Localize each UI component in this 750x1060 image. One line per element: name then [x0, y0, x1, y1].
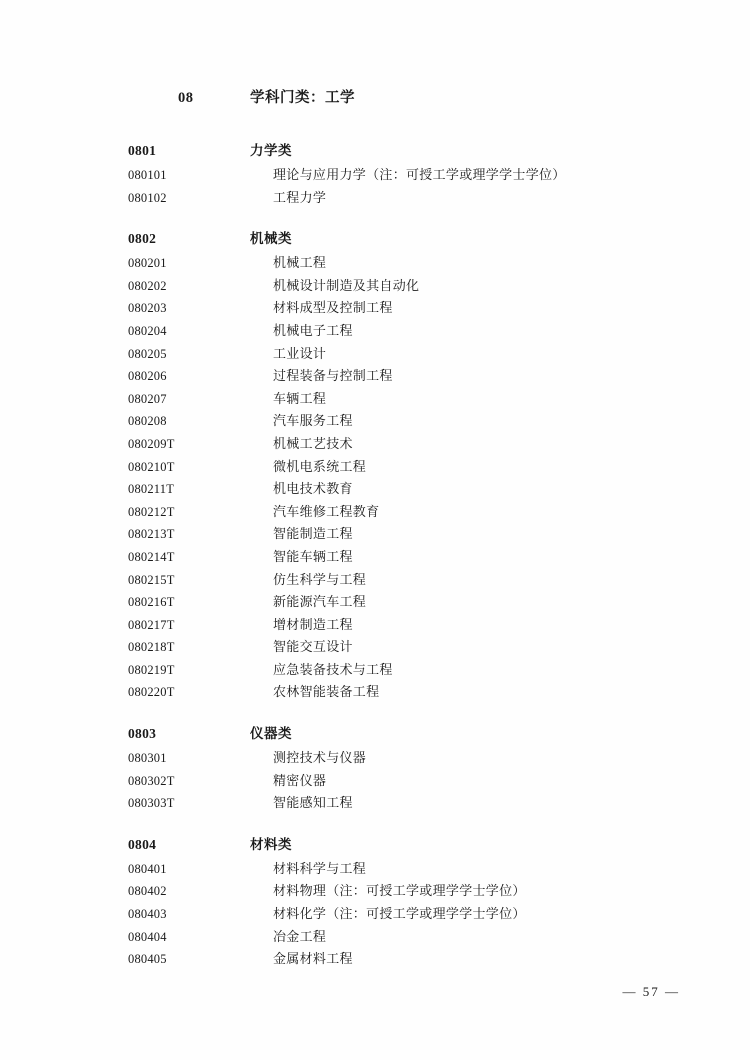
- major-name: 机械设计制造及其自动化: [273, 277, 420, 293]
- major-name: 材料科学与工程: [273, 860, 367, 876]
- major-row: [128, 343, 628, 366]
- major-code: 080209T: [128, 436, 175, 451]
- category-code: 0801: [128, 143, 157, 158]
- page-content: [128, 86, 628, 989]
- major-name: 增材制造工程: [273, 616, 353, 632]
- major-row: [128, 636, 628, 659]
- category-block: [128, 139, 628, 209]
- major-row: [128, 659, 628, 682]
- category-name: 仪器类: [250, 726, 292, 742]
- major-name: 汽车服务工程: [273, 413, 353, 429]
- major-code: 080403: [128, 907, 167, 922]
- major-row: [128, 681, 628, 704]
- major-code: 080214T: [128, 549, 175, 564]
- major-row: [128, 792, 628, 815]
- major-name: 材料化学（注：可授工学或理学学士学位）: [273, 906, 526, 922]
- major-name: 材料物理（注：可授工学或理学学士学位）: [273, 883, 526, 899]
- category-row: [128, 139, 628, 159]
- major-code: 080404: [128, 929, 167, 944]
- major-name: 智能车辆工程: [273, 548, 353, 564]
- major-code: 080207: [128, 391, 167, 406]
- major-name: 应急装备技术与工程: [273, 661, 393, 677]
- major-name: 材料成型及控制工程: [273, 300, 393, 316]
- major-code: 080205: [128, 346, 167, 361]
- major-row: [128, 747, 628, 770]
- major-name: 精密仪器: [273, 772, 327, 788]
- major-code: 080301: [128, 751, 167, 766]
- major-row: [128, 948, 628, 971]
- major-name: 工程力学: [273, 189, 327, 205]
- major-name: 仿生科学与工程: [273, 571, 367, 587]
- major-row: [128, 478, 628, 501]
- major-code: 080405: [128, 952, 167, 967]
- major-row: [128, 903, 628, 926]
- major-row: [128, 433, 628, 456]
- major-code: 080206: [128, 369, 167, 384]
- page-number: — 57 —: [622, 984, 680, 999]
- major-name: 农林智能装备工程: [273, 684, 380, 700]
- discipline-header: [128, 86, 628, 107]
- major-code: 080203: [128, 301, 167, 316]
- major-name: 机械电子工程: [273, 322, 353, 338]
- major-code: 080215T: [128, 572, 175, 587]
- major-code: 080211T: [128, 482, 175, 497]
- major-code: 080204: [128, 323, 167, 338]
- major-row: [128, 569, 628, 592]
- category-code: 0802: [128, 231, 157, 247]
- category-code: 0803: [128, 726, 157, 742]
- category-row: [128, 227, 628, 247]
- major-row: [128, 614, 628, 637]
- major-name: 智能交互设计: [273, 639, 353, 655]
- major-row: [128, 187, 628, 210]
- category-list: [128, 139, 628, 971]
- category-block: [128, 227, 628, 704]
- major-code: 080303T: [128, 796, 175, 811]
- category-row: [128, 833, 628, 853]
- major-name: 工业设计: [273, 345, 327, 361]
- major-row: [128, 275, 628, 298]
- major-code: 080101: [128, 168, 167, 182]
- major-name: 机械工程: [273, 255, 327, 271]
- major-code: 080201: [128, 256, 167, 271]
- major-name: 机电技术教育: [273, 481, 353, 497]
- major-code: 080212T: [128, 504, 175, 519]
- major-row: [128, 546, 628, 569]
- major-row: [128, 164, 628, 187]
- major-row: [128, 880, 628, 903]
- major-code: 080216T: [128, 595, 175, 610]
- major-row: [128, 456, 628, 479]
- major-code: 080302T: [128, 773, 175, 788]
- major-code: 080219T: [128, 662, 175, 677]
- major-name: 微机电系统工程: [273, 458, 367, 474]
- major-code: 080213T: [128, 527, 175, 542]
- category-block: [128, 722, 628, 815]
- discipline-title: 学科门类：工学: [250, 90, 355, 106]
- major-row: [128, 252, 628, 275]
- major-row: [128, 410, 628, 433]
- major-code: 080401: [128, 861, 167, 876]
- major-code: 080208: [128, 414, 167, 429]
- category-name: 机械类: [250, 231, 292, 247]
- major-code: 080402: [128, 884, 167, 899]
- major-row: [128, 365, 628, 388]
- major-row: [128, 523, 628, 546]
- major-name: 机械工艺技术: [273, 435, 353, 451]
- major-code: 080220T: [128, 685, 175, 700]
- major-code: 080202: [128, 278, 167, 293]
- major-code: 080218T: [128, 640, 175, 655]
- major-row: [128, 297, 628, 320]
- major-row: [128, 770, 628, 793]
- major-code: 080102: [128, 190, 167, 205]
- major-row: [128, 320, 628, 343]
- category-name: 材料类: [250, 836, 292, 852]
- major-name: 测控技术与仪器: [273, 750, 367, 766]
- major-row: [128, 388, 628, 411]
- category-code: 0804: [128, 836, 157, 852]
- major-name: 金属材料工程: [273, 951, 353, 967]
- major-name: 新能源汽车工程: [273, 594, 367, 610]
- major-name: 理论与应用力学（注：可授工学或理学学士学位）: [273, 167, 566, 182]
- major-name: 冶金工程: [273, 928, 327, 944]
- major-row: [128, 926, 628, 949]
- major-code: 080217T: [128, 617, 175, 632]
- major-row: [128, 591, 628, 614]
- major-name: 过程装备与控制工程: [273, 368, 393, 384]
- category-block: [128, 833, 628, 971]
- major-name: 车辆工程: [273, 390, 327, 406]
- major-row: [128, 858, 628, 881]
- major-row: [128, 501, 628, 524]
- major-name: 智能制造工程: [273, 526, 353, 542]
- major-code: 080210T: [128, 459, 175, 474]
- category-name: 力学类: [250, 143, 292, 158]
- major-name: 智能感知工程: [273, 795, 353, 811]
- discipline-code: 08: [178, 90, 194, 106]
- major-name: 汽车维修工程教育: [273, 503, 380, 519]
- category-row: [128, 722, 628, 742]
